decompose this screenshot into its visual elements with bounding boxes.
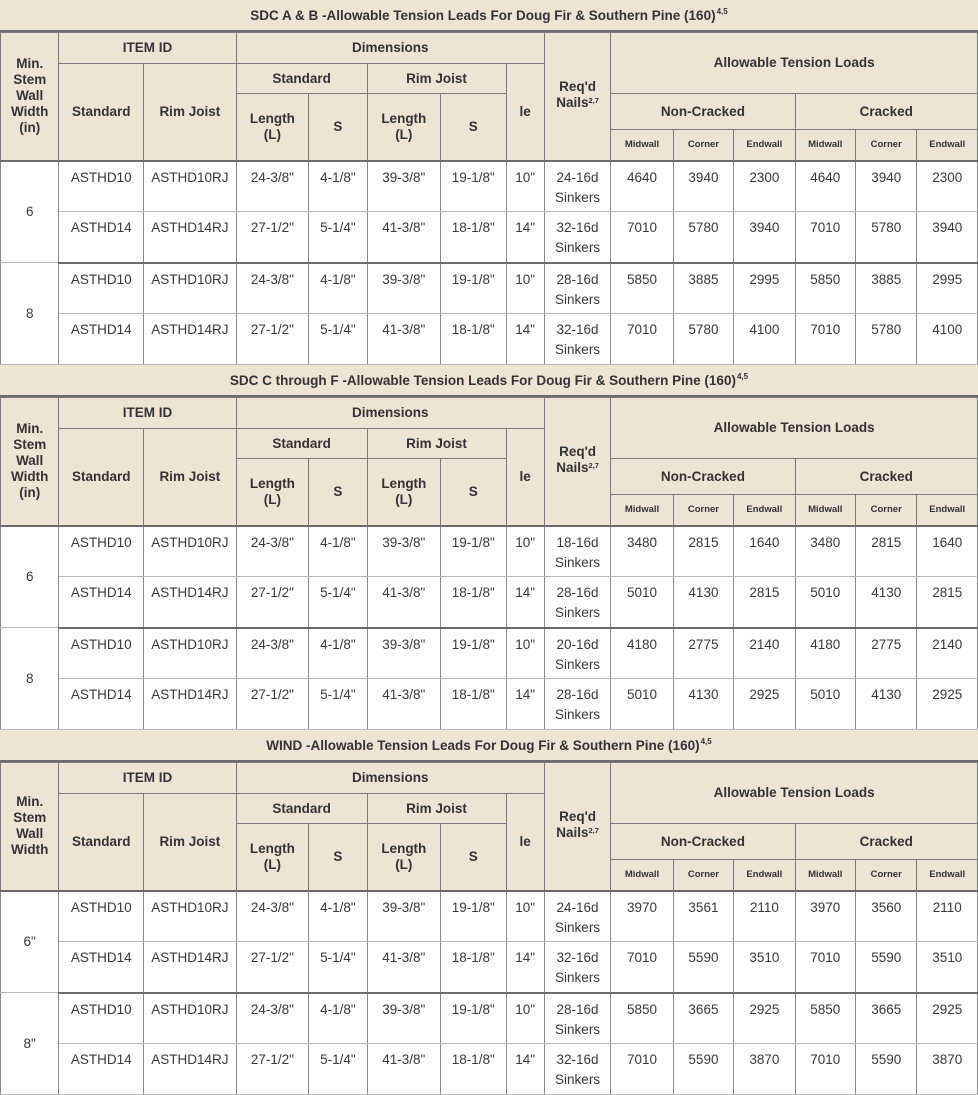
req-nails-cell: 28-16d Sinkers (544, 679, 610, 730)
c-midwall-cell: 4640 (795, 161, 855, 212)
dim-rim-joist-header: Rim Joist (367, 794, 506, 824)
min-wall-width-header: Min. Stem Wall Width (in) (1, 398, 59, 526)
standard-cell: ASTHD14 (59, 314, 144, 365)
nc-corner-cell: 4130 (673, 679, 733, 730)
req-nails-footnote: 2,7 (588, 461, 599, 471)
table-row (1, 891, 978, 942)
standard-cell: ASTHD10 (59, 161, 144, 212)
nc-endwall-cell: 3870 (734, 1044, 795, 1095)
nc-corner-cell: 5590 (673, 1044, 733, 1095)
rim-joist-cell: ASTHD10RJ (144, 993, 237, 1044)
standard-cell: ASTHD10 (59, 526, 144, 577)
tension-table (0, 32, 978, 365)
le-cell: 14" (506, 1044, 544, 1095)
dim-standard-header: Standard (236, 64, 367, 94)
section-title-footnote: 4,5 (700, 736, 712, 746)
wall-width-cell: 6" (1, 891, 59, 993)
header-row (1, 763, 978, 794)
nc-endwall-cell: 3510 (734, 942, 795, 993)
rj-length-header: Length (L) (367, 94, 441, 161)
c-corner-cell: 3560 (856, 891, 917, 942)
c-corner-header: Corner (856, 860, 917, 891)
std-length-cell: 24-3/8" (236, 628, 309, 679)
allowable-loads-header: Allowable Tension Loads (611, 33, 978, 94)
c-endwall-cell: 3870 (917, 1044, 978, 1095)
req-nails-cell: 24-16d Sinkers (544, 891, 610, 942)
rj-length-cell: 39-3/8" (367, 526, 441, 577)
c-corner-cell: 2815 (856, 526, 917, 577)
std-length-cell: 27-1/2" (236, 314, 309, 365)
standard-cell: ASTHD14 (59, 212, 144, 263)
table-row (1, 161, 978, 212)
nc-midwall-header: Midwall (611, 860, 673, 891)
rj-s-cell: 19-1/8" (441, 628, 506, 679)
allowable-loads-header: Allowable Tension Loads (611, 763, 978, 824)
req-nails-header (544, 398, 610, 526)
std-s-cell: 5-1/4" (309, 212, 367, 263)
std-s-cell: 5-1/4" (309, 679, 367, 730)
standard-cell: ASTHD10 (59, 263, 144, 314)
dimensions-header: Dimensions (236, 398, 544, 429)
std-length-cell: 27-1/2" (236, 577, 309, 628)
req-nails-cell: 32-16d Sinkers (544, 212, 610, 263)
c-endwall-cell: 2995 (917, 263, 978, 314)
std-length-cell: 24-3/8" (236, 526, 309, 577)
nc-corner-cell: 4130 (673, 577, 733, 628)
table-row (1, 526, 978, 577)
std-s-cell: 5-1/4" (309, 314, 367, 365)
rj-length-header: Length (L) (367, 459, 441, 526)
nc-midwall-cell: 5010 (611, 679, 673, 730)
item-id-header: ITEM ID (59, 398, 236, 429)
standard-cell: ASTHD10 (59, 993, 144, 1044)
section-title-text: SDC C through F -Allowable Tension Leads For Doug Fir & Southern Pine (160) (229, 372, 736, 388)
std-s-cell: 5-1/4" (309, 577, 367, 628)
nc-midwall-header: Midwall (611, 495, 673, 526)
rj-s-cell: 19-1/8" (441, 526, 506, 577)
rim-joist-header: Rim Joist (144, 429, 237, 526)
rj-length-header: Length (L) (367, 824, 441, 891)
dim-standard-header: Standard (236, 429, 367, 459)
c-midwall-cell: 5850 (795, 993, 855, 1044)
cracked-header: Cracked (795, 824, 977, 860)
nc-endwall-header: Endwall (734, 495, 795, 526)
std-s-cell: 5-1/4" (309, 942, 367, 993)
rim-joist-cell: ASTHD14RJ (144, 314, 237, 365)
std-length-cell: 24-3/8" (236, 161, 309, 212)
standard-cell: ASTHD14 (59, 942, 144, 993)
req-nails-label: Req'd Nails (556, 79, 597, 111)
standard-cell: ASTHD14 (59, 1044, 144, 1095)
nc-midwall-cell: 5850 (611, 993, 673, 1044)
rj-length-cell: 41-3/8" (367, 314, 441, 365)
std-length-cell: 27-1/2" (236, 212, 309, 263)
le-header: le (506, 429, 544, 526)
nc-endwall-cell: 2925 (734, 679, 795, 730)
section-title-text: SDC A & B -Allowable Tension Leads For Doug Fir & Southern Pine (160) (250, 7, 716, 23)
table-section (0, 730, 978, 1095)
req-nails-label: Req'd Nails (556, 444, 597, 476)
nc-endwall-header: Endwall (734, 860, 795, 891)
le-cell: 14" (506, 314, 544, 365)
c-corner-cell: 3885 (856, 263, 917, 314)
standard-cell: ASTHD14 (59, 679, 144, 730)
rim-joist-cell: ASTHD10RJ (144, 263, 237, 314)
le-cell: 14" (506, 679, 544, 730)
std-length-cell: 24-3/8" (236, 891, 309, 942)
nc-corner-cell: 3885 (673, 263, 733, 314)
table-row (1, 314, 978, 365)
nc-midwall-cell: 7010 (611, 212, 673, 263)
std-length-cell: 27-1/2" (236, 679, 309, 730)
header-row (1, 33, 978, 64)
req-nails-cell: 20-16d Sinkers (544, 628, 610, 679)
rj-s-cell: 19-1/8" (441, 263, 506, 314)
nc-endwall-cell: 2815 (734, 577, 795, 628)
nc-midwall-cell: 3970 (611, 891, 673, 942)
rj-s-header: S (441, 94, 506, 161)
nc-corner-cell: 2815 (673, 526, 733, 577)
c-midwall-header: Midwall (795, 495, 855, 526)
c-midwall-header: Midwall (795, 130, 855, 161)
table-section (0, 365, 978, 730)
rim-joist-header: Rim Joist (144, 64, 237, 161)
le-cell: 10" (506, 993, 544, 1044)
c-endwall-cell: 3940 (917, 212, 978, 263)
section-title-footnote: 4,5 (716, 6, 728, 16)
req-nails-label: Req'd Nails (556, 809, 597, 841)
rim-joist-cell: ASTHD10RJ (144, 161, 237, 212)
req-nails-cell: 28-16d Sinkers (544, 263, 610, 314)
cracked-header: Cracked (795, 94, 977, 130)
std-length-cell: 27-1/2" (236, 1044, 309, 1095)
le-cell: 10" (506, 161, 544, 212)
standard-cell: ASTHD10 (59, 628, 144, 679)
c-midwall-header: Midwall (795, 860, 855, 891)
rim-joist-cell: ASTHD10RJ (144, 628, 237, 679)
item-id-header: ITEM ID (59, 763, 236, 794)
std-length-cell: 27-1/2" (236, 942, 309, 993)
nc-corner-header: Corner (673, 495, 733, 526)
tension-table (0, 397, 978, 730)
le-header: le (506, 64, 544, 161)
nc-endwall-cell: 1640 (734, 526, 795, 577)
wall-width-cell: 8 (1, 628, 59, 730)
std-length-cell: 24-3/8" (236, 263, 309, 314)
c-corner-cell: 5590 (856, 942, 917, 993)
c-endwall-cell: 2925 (917, 993, 978, 1044)
nc-endwall-cell: 4100 (734, 314, 795, 365)
std-s-cell: 4-1/8" (309, 628, 367, 679)
rj-s-header: S (441, 459, 506, 526)
std-s-cell: 4-1/8" (309, 161, 367, 212)
nc-midwall-cell: 5850 (611, 263, 673, 314)
header-row (1, 398, 978, 429)
dim-standard-header: Standard (236, 794, 367, 824)
req-nails-cell: 18-16d Sinkers (544, 526, 610, 577)
standard-header: Standard (59, 794, 144, 891)
std-s-header: S (309, 824, 367, 891)
section-title-text: WIND -Allowable Tension Leads For Doug Fir & Southern Pine (160) (266, 737, 700, 753)
nc-midwall-cell: 5010 (611, 577, 673, 628)
rj-length-cell: 39-3/8" (367, 891, 441, 942)
req-nails-footnote: 2,7 (588, 826, 599, 836)
nc-corner-cell: 5780 (673, 212, 733, 263)
req-nails-footnote: 2,7 (588, 96, 599, 106)
table-row (1, 993, 978, 1044)
c-midwall-cell: 5010 (795, 577, 855, 628)
c-corner-header: Corner (856, 130, 917, 161)
rim-joist-cell: ASTHD10RJ (144, 526, 237, 577)
c-endwall-cell: 2815 (917, 577, 978, 628)
c-endwall-cell: 2300 (917, 161, 978, 212)
non-cracked-header: Non-Cracked (611, 94, 795, 130)
req-nails-cell: 28-16d Sinkers (544, 577, 610, 628)
c-corner-cell: 2775 (856, 628, 917, 679)
standard-cell: ASTHD14 (59, 577, 144, 628)
req-nails-cell: 32-16d Sinkers (544, 1044, 610, 1095)
c-midwall-cell: 7010 (795, 212, 855, 263)
c-corner-cell: 5590 (856, 1044, 917, 1095)
table-section (0, 0, 978, 365)
standard-header: Standard (59, 64, 144, 161)
nc-midwall-cell: 7010 (611, 314, 673, 365)
c-corner-cell: 3665 (856, 993, 917, 1044)
le-cell: 14" (506, 942, 544, 993)
nc-endwall-cell: 2925 (734, 993, 795, 1044)
section-title-footnote: 4,5 (736, 371, 749, 381)
le-header: le (506, 794, 544, 891)
c-corner-cell: 5780 (856, 314, 917, 365)
std-s-cell: 4-1/8" (309, 891, 367, 942)
table-row (1, 263, 978, 314)
dimensions-header: Dimensions (236, 33, 544, 64)
nc-midwall-cell: 3480 (611, 526, 673, 577)
rim-joist-cell: ASTHD14RJ (144, 212, 237, 263)
req-nails-header (544, 33, 610, 161)
min-wall-width-header: Min. Stem Wall Width (1, 763, 59, 891)
le-cell: 10" (506, 891, 544, 942)
c-corner-cell: 5780 (856, 212, 917, 263)
rj-s-cell: 18-1/8" (441, 577, 506, 628)
rj-length-cell: 41-3/8" (367, 942, 441, 993)
req-nails-cell: 32-16d Sinkers (544, 314, 610, 365)
nc-corner-cell: 3665 (673, 993, 733, 1044)
non-cracked-header: Non-Cracked (611, 459, 795, 495)
rj-length-cell: 39-3/8" (367, 628, 441, 679)
section-title (0, 0, 978, 32)
dim-rim-joist-header: Rim Joist (367, 64, 506, 94)
nc-midwall-cell: 4640 (611, 161, 673, 212)
rim-joist-cell: ASTHD14RJ (144, 679, 237, 730)
c-midwall-cell: 5850 (795, 263, 855, 314)
dim-rim-joist-header: Rim Joist (367, 429, 506, 459)
req-nails-cell: 32-16d Sinkers (544, 942, 610, 993)
min-wall-width-header: Min. Stem Wall Width (in) (1, 33, 59, 161)
c-corner-cell: 3940 (856, 161, 917, 212)
nc-midwall-cell: 7010 (611, 1044, 673, 1095)
nc-corner-cell: 2775 (673, 628, 733, 679)
c-midwall-cell: 7010 (795, 942, 855, 993)
c-midwall-cell: 5010 (795, 679, 855, 730)
rj-s-cell: 18-1/8" (441, 212, 506, 263)
req-nails-cell: 24-16d Sinkers (544, 161, 610, 212)
std-length-cell: 24-3/8" (236, 993, 309, 1044)
c-midwall-cell: 7010 (795, 314, 855, 365)
table-row (1, 1044, 978, 1095)
c-endwall-cell: 3510 (917, 942, 978, 993)
nc-endwall-cell: 2995 (734, 263, 795, 314)
wall-width-cell: 8 (1, 263, 59, 365)
c-midwall-cell: 4180 (795, 628, 855, 679)
nc-corner-cell: 3940 (673, 161, 733, 212)
nc-midwall-header: Midwall (611, 130, 673, 161)
c-midwall-cell: 3970 (795, 891, 855, 942)
rj-length-cell: 39-3/8" (367, 993, 441, 1044)
c-endwall-cell: 1640 (917, 526, 978, 577)
std-s-cell: 5-1/4" (309, 1044, 367, 1095)
le-cell: 14" (506, 577, 544, 628)
c-endwall-cell: 2925 (917, 679, 978, 730)
rim-joist-cell: ASTHD14RJ (144, 1044, 237, 1095)
nc-midwall-cell: 4180 (611, 628, 673, 679)
c-endwall-header: Endwall (917, 495, 978, 526)
c-corner-cell: 4130 (856, 679, 917, 730)
std-s-header: S (309, 459, 367, 526)
nc-endwall-header: Endwall (734, 130, 795, 161)
req-nails-cell: 28-16d Sinkers (544, 993, 610, 1044)
rj-length-cell: 39-3/8" (367, 161, 441, 212)
rj-s-cell: 18-1/8" (441, 942, 506, 993)
wall-width-cell: 8" (1, 993, 59, 1095)
nc-midwall-cell: 7010 (611, 942, 673, 993)
nc-endwall-cell: 2110 (734, 891, 795, 942)
rim-joist-cell: ASTHD10RJ (144, 891, 237, 942)
non-cracked-header: Non-Cracked (611, 824, 795, 860)
rj-length-cell: 41-3/8" (367, 212, 441, 263)
c-midwall-cell: 7010 (795, 1044, 855, 1095)
std-s-cell: 4-1/8" (309, 993, 367, 1044)
rj-s-cell: 19-1/8" (441, 993, 506, 1044)
std-length-header: Length (L) (236, 459, 309, 526)
section-title (0, 730, 978, 762)
item-id-header: ITEM ID (59, 33, 236, 64)
le-cell: 10" (506, 628, 544, 679)
c-endwall-cell: 4100 (917, 314, 978, 365)
rj-length-cell: 41-3/8" (367, 1044, 441, 1095)
nc-corner-cell: 5590 (673, 942, 733, 993)
rj-length-cell: 41-3/8" (367, 577, 441, 628)
section-title (0, 365, 978, 397)
rj-s-cell: 18-1/8" (441, 314, 506, 365)
nc-corner-header: Corner (673, 860, 733, 891)
table-row (1, 577, 978, 628)
rj-s-cell: 19-1/8" (441, 161, 506, 212)
c-corner-header: Corner (856, 495, 917, 526)
le-cell: 10" (506, 263, 544, 314)
rj-s-cell: 18-1/8" (441, 1044, 506, 1095)
allowable-loads-header: Allowable Tension Loads (611, 398, 978, 459)
nc-corner-cell: 3561 (673, 891, 733, 942)
dimensions-header: Dimensions (236, 763, 544, 794)
rj-length-cell: 39-3/8" (367, 263, 441, 314)
std-length-header: Length (L) (236, 94, 309, 161)
standard-header: Standard (59, 429, 144, 526)
std-s-header: S (309, 94, 367, 161)
c-endwall-header: Endwall (917, 860, 978, 891)
nc-corner-header: Corner (673, 130, 733, 161)
table-row (1, 942, 978, 993)
standard-cell: ASTHD10 (59, 891, 144, 942)
std-length-header: Length (L) (236, 824, 309, 891)
wall-width-cell: 6 (1, 526, 59, 628)
c-midwall-cell: 3480 (795, 526, 855, 577)
rim-joist-cell: ASTHD14RJ (144, 577, 237, 628)
rim-joist-cell: ASTHD14RJ (144, 942, 237, 993)
nc-endwall-cell: 2300 (734, 161, 795, 212)
cracked-header: Cracked (795, 459, 977, 495)
req-nails-header (544, 763, 610, 891)
wall-width-cell: 6 (1, 161, 59, 263)
nc-endwall-cell: 2140 (734, 628, 795, 679)
rj-s-header: S (441, 824, 506, 891)
c-endwall-cell: 2140 (917, 628, 978, 679)
rj-s-cell: 18-1/8" (441, 679, 506, 730)
rim-joist-header: Rim Joist (144, 794, 237, 891)
tension-table (0, 762, 978, 1095)
table-row (1, 212, 978, 263)
rj-s-cell: 19-1/8" (441, 891, 506, 942)
table-row (1, 628, 978, 679)
std-s-cell: 4-1/8" (309, 263, 367, 314)
nc-corner-cell: 5780 (673, 314, 733, 365)
rj-length-cell: 41-3/8" (367, 679, 441, 730)
le-cell: 14" (506, 212, 544, 263)
c-corner-cell: 4130 (856, 577, 917, 628)
c-endwall-cell: 2110 (917, 891, 978, 942)
table-row (1, 679, 978, 730)
std-s-cell: 4-1/8" (309, 526, 367, 577)
le-cell: 10" (506, 526, 544, 577)
c-endwall-header: Endwall (917, 130, 978, 161)
nc-endwall-cell: 3940 (734, 212, 795, 263)
